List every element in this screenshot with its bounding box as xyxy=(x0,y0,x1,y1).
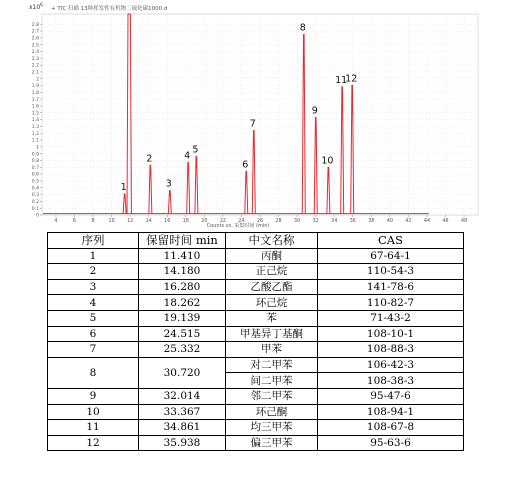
cell-name: 乙酸乙酯 xyxy=(226,279,318,295)
y-exponent-label: 6 xyxy=(40,3,43,8)
y-multiplier-label: x10 xyxy=(29,4,41,11)
peak-label: 1 xyxy=(120,181,127,193)
y-tick-label: 2.2 xyxy=(31,63,39,69)
table-row xyxy=(48,388,464,404)
peak-label: 12 xyxy=(345,73,358,85)
y-tick-label: 0 xyxy=(36,213,39,219)
cell-index: 7 xyxy=(48,342,139,358)
y-tick-label: 2.7 xyxy=(31,29,39,35)
x-tick-label: 10 xyxy=(108,219,115,224)
cell-cas: 108-67-8 xyxy=(318,420,464,436)
table-row xyxy=(48,264,464,280)
cell-retention-time: 35.938 xyxy=(139,435,226,451)
y-tick-label: 1.7 xyxy=(31,97,39,103)
x-tick-label: 48 xyxy=(461,219,468,224)
cell-cas: 108-88-3 xyxy=(318,342,464,358)
peak-label: 2 xyxy=(146,153,153,165)
y-tick-label: 0.2 xyxy=(31,199,39,205)
header-name: 中文名称 xyxy=(226,233,318,249)
header-cas: CAS xyxy=(318,233,464,249)
cell-name: 苯 xyxy=(226,310,318,326)
chromatogram-peak xyxy=(123,194,126,214)
cell-index: 11 xyxy=(48,420,139,436)
cell-retention-time: 19.139 xyxy=(139,310,226,326)
cell-retention-time: 11.410 xyxy=(139,248,226,264)
peak-label: 7 xyxy=(249,118,256,130)
grid-layer xyxy=(42,14,478,215)
cell-name: 对二甲苯 xyxy=(226,357,318,373)
table-row xyxy=(48,248,464,264)
cell-cas: 141-78-6 xyxy=(318,279,464,295)
x-tick-label: 36 xyxy=(349,219,356,224)
x-tick-label: 24 xyxy=(238,219,245,224)
y-tick-label: 0.4 xyxy=(31,186,39,192)
chromatogram-peak xyxy=(314,118,317,214)
y-tick-label: 2.1 xyxy=(31,70,39,76)
peak-label: 3 xyxy=(165,178,172,190)
peak-label: 8 xyxy=(299,22,306,34)
x-tick-label: 46 xyxy=(442,219,449,224)
cell-name: 环己酮 xyxy=(226,404,318,420)
x-tick-label: 20 xyxy=(201,219,208,224)
y-tick-label: 1.2 xyxy=(31,131,39,137)
table-row xyxy=(48,420,464,436)
y-tick-label: 2.8 xyxy=(31,22,39,28)
y-tick-label: 1.5 xyxy=(31,111,39,117)
y-tick-label: 0.9 xyxy=(31,152,39,158)
y-tick-label: 1.6 xyxy=(31,104,39,110)
cell-name: 丙酮 xyxy=(226,248,318,264)
table-row xyxy=(48,326,464,342)
y-tick-label: 0.6 xyxy=(31,172,39,178)
cell-cas: 106-42-3 xyxy=(318,357,464,373)
x-tick-label: 38 xyxy=(368,219,375,224)
cell-retention-time: 16.280 xyxy=(139,279,226,295)
table-row xyxy=(48,342,464,358)
solvent-peak xyxy=(127,14,131,214)
table-row xyxy=(48,357,464,373)
cell-index: 6 xyxy=(48,326,139,342)
x-tick-label: 12 xyxy=(127,219,134,224)
cell-index: 8 xyxy=(48,357,139,388)
x-tick-label: 16 xyxy=(164,219,171,224)
cell-index: 10 xyxy=(48,404,139,420)
y-tick-label: 0.1 xyxy=(31,206,39,212)
x-axis-label: Counts vs. 采集时间 (min) xyxy=(206,223,270,229)
cell-index: 3 xyxy=(48,279,139,295)
y-tick-label: 2.4 xyxy=(31,50,39,56)
cell-name: 邻二甲苯 xyxy=(226,388,318,404)
x-tick-label: 22 xyxy=(219,219,226,224)
cell-retention-time: 24.515 xyxy=(139,326,226,342)
y-tick-label: 0.3 xyxy=(31,193,39,199)
cell-name: 环己烷 xyxy=(226,295,318,311)
cell-index: 2 xyxy=(48,264,139,280)
chromatogram-peak xyxy=(187,163,190,214)
cell-retention-time: 14.180 xyxy=(139,264,226,280)
y-tick-label: 1 xyxy=(36,145,39,151)
table-row xyxy=(48,435,464,451)
table-header-row xyxy=(48,233,464,249)
x-tick-label: 44 xyxy=(423,219,431,224)
cell-cas: 108-94-1 xyxy=(318,404,464,420)
y-tick-label: 2 xyxy=(36,77,39,83)
x-tick-label: 40 xyxy=(386,219,393,224)
chromatogram-peak xyxy=(252,131,255,214)
table-row xyxy=(48,404,464,420)
x-tick-label: 6 xyxy=(72,219,76,224)
cell-retention-time: 18.262 xyxy=(139,295,226,311)
header-retention-time: 保留时间 min xyxy=(139,233,226,249)
y-tick-label: 1.4 xyxy=(31,118,39,124)
peak-label: 11 xyxy=(335,74,348,86)
x-tick-label: 42 xyxy=(405,219,412,224)
x-tick-label: 26 xyxy=(256,219,264,224)
peak-label: 5 xyxy=(192,144,199,156)
chromatogram-peak xyxy=(149,165,152,213)
peak-label: 10 xyxy=(321,155,334,167)
table-row xyxy=(48,279,464,295)
cell-cas: 71-43-2 xyxy=(318,310,464,326)
table-row xyxy=(48,295,464,311)
cell-name: 正己烷 xyxy=(226,264,318,280)
y-tick-label: 1.3 xyxy=(31,125,39,131)
y-tick-label: 1.8 xyxy=(31,90,39,96)
peak-label: 9 xyxy=(311,105,318,117)
cell-retention-time: 33.367 xyxy=(139,404,226,420)
x-tick-label: 32 xyxy=(312,219,319,224)
x-tick-label: 14 xyxy=(145,219,152,224)
cell-cas: 110-82-7 xyxy=(318,295,464,311)
y-tick-label: 0.7 xyxy=(31,165,39,171)
chromatogram-peak xyxy=(351,86,354,214)
cell-index: 4 xyxy=(48,295,139,311)
cell-retention-time: 32.014 xyxy=(139,388,226,404)
x-tick-label: 8 xyxy=(91,219,95,224)
x-tick-label: 30 xyxy=(294,219,301,224)
cell-index: 12 xyxy=(48,435,139,451)
cell-retention-time: 30.720 xyxy=(139,357,226,388)
y-tick-label: 1.1 xyxy=(31,138,39,144)
chromatogram-peak xyxy=(168,190,171,213)
cell-name: 均三甲苯 xyxy=(226,420,318,436)
cell-cas: 108-38-3 xyxy=(318,373,464,389)
peak-label: 6 xyxy=(242,159,249,171)
y-tick-label: 2.3 xyxy=(31,56,39,62)
cell-retention-time: 34.861 xyxy=(139,420,226,436)
cell-index: 1 xyxy=(48,248,139,264)
x-tick-label: 4 xyxy=(54,219,58,224)
trace-layer xyxy=(43,14,429,214)
table-row xyxy=(48,310,464,326)
cell-retention-time: 25.332 xyxy=(139,342,226,358)
x-tick-label: 34 xyxy=(331,219,338,224)
cell-name: 偏三甲苯 xyxy=(226,435,318,451)
x-tick-label: 28 xyxy=(275,219,282,224)
chromatogram-peak xyxy=(302,34,305,213)
cell-cas: 95-47-6 xyxy=(318,388,464,404)
y-tick-label: 0.5 xyxy=(31,179,39,185)
cell-cas: 95-63-6 xyxy=(318,435,464,451)
chromatogram-peak xyxy=(195,156,198,213)
cell-index: 9 xyxy=(48,388,139,404)
cell-name: 甲基异丁基酮 xyxy=(226,326,318,342)
y-tick-label: 2.5 xyxy=(31,43,39,49)
cell-index: 5 xyxy=(48,310,139,326)
y-tick-label: 2.6 xyxy=(31,36,39,42)
cell-name: 间二甲苯 xyxy=(226,373,318,389)
cell-cas: 67-64-1 xyxy=(318,248,464,264)
chromatogram-peak xyxy=(245,171,248,213)
header-index: 序列 xyxy=(48,233,139,249)
compound-table xyxy=(47,232,464,451)
cell-cas: 108-10-1 xyxy=(318,326,464,342)
y-tick-label: 1.9 xyxy=(31,84,39,90)
peak-label: 4 xyxy=(184,150,191,162)
cell-cas: 110-54-3 xyxy=(318,264,464,280)
chromatogram-chart xyxy=(0,0,505,230)
cell-name: 甲苯 xyxy=(226,342,318,358)
chart-header-text: + TIC 扫描 13种挥发性有机物二硫化碳1000.d xyxy=(51,6,168,12)
x-tick-label: 18 xyxy=(182,219,189,224)
y-tick-label: 0.8 xyxy=(31,159,39,165)
